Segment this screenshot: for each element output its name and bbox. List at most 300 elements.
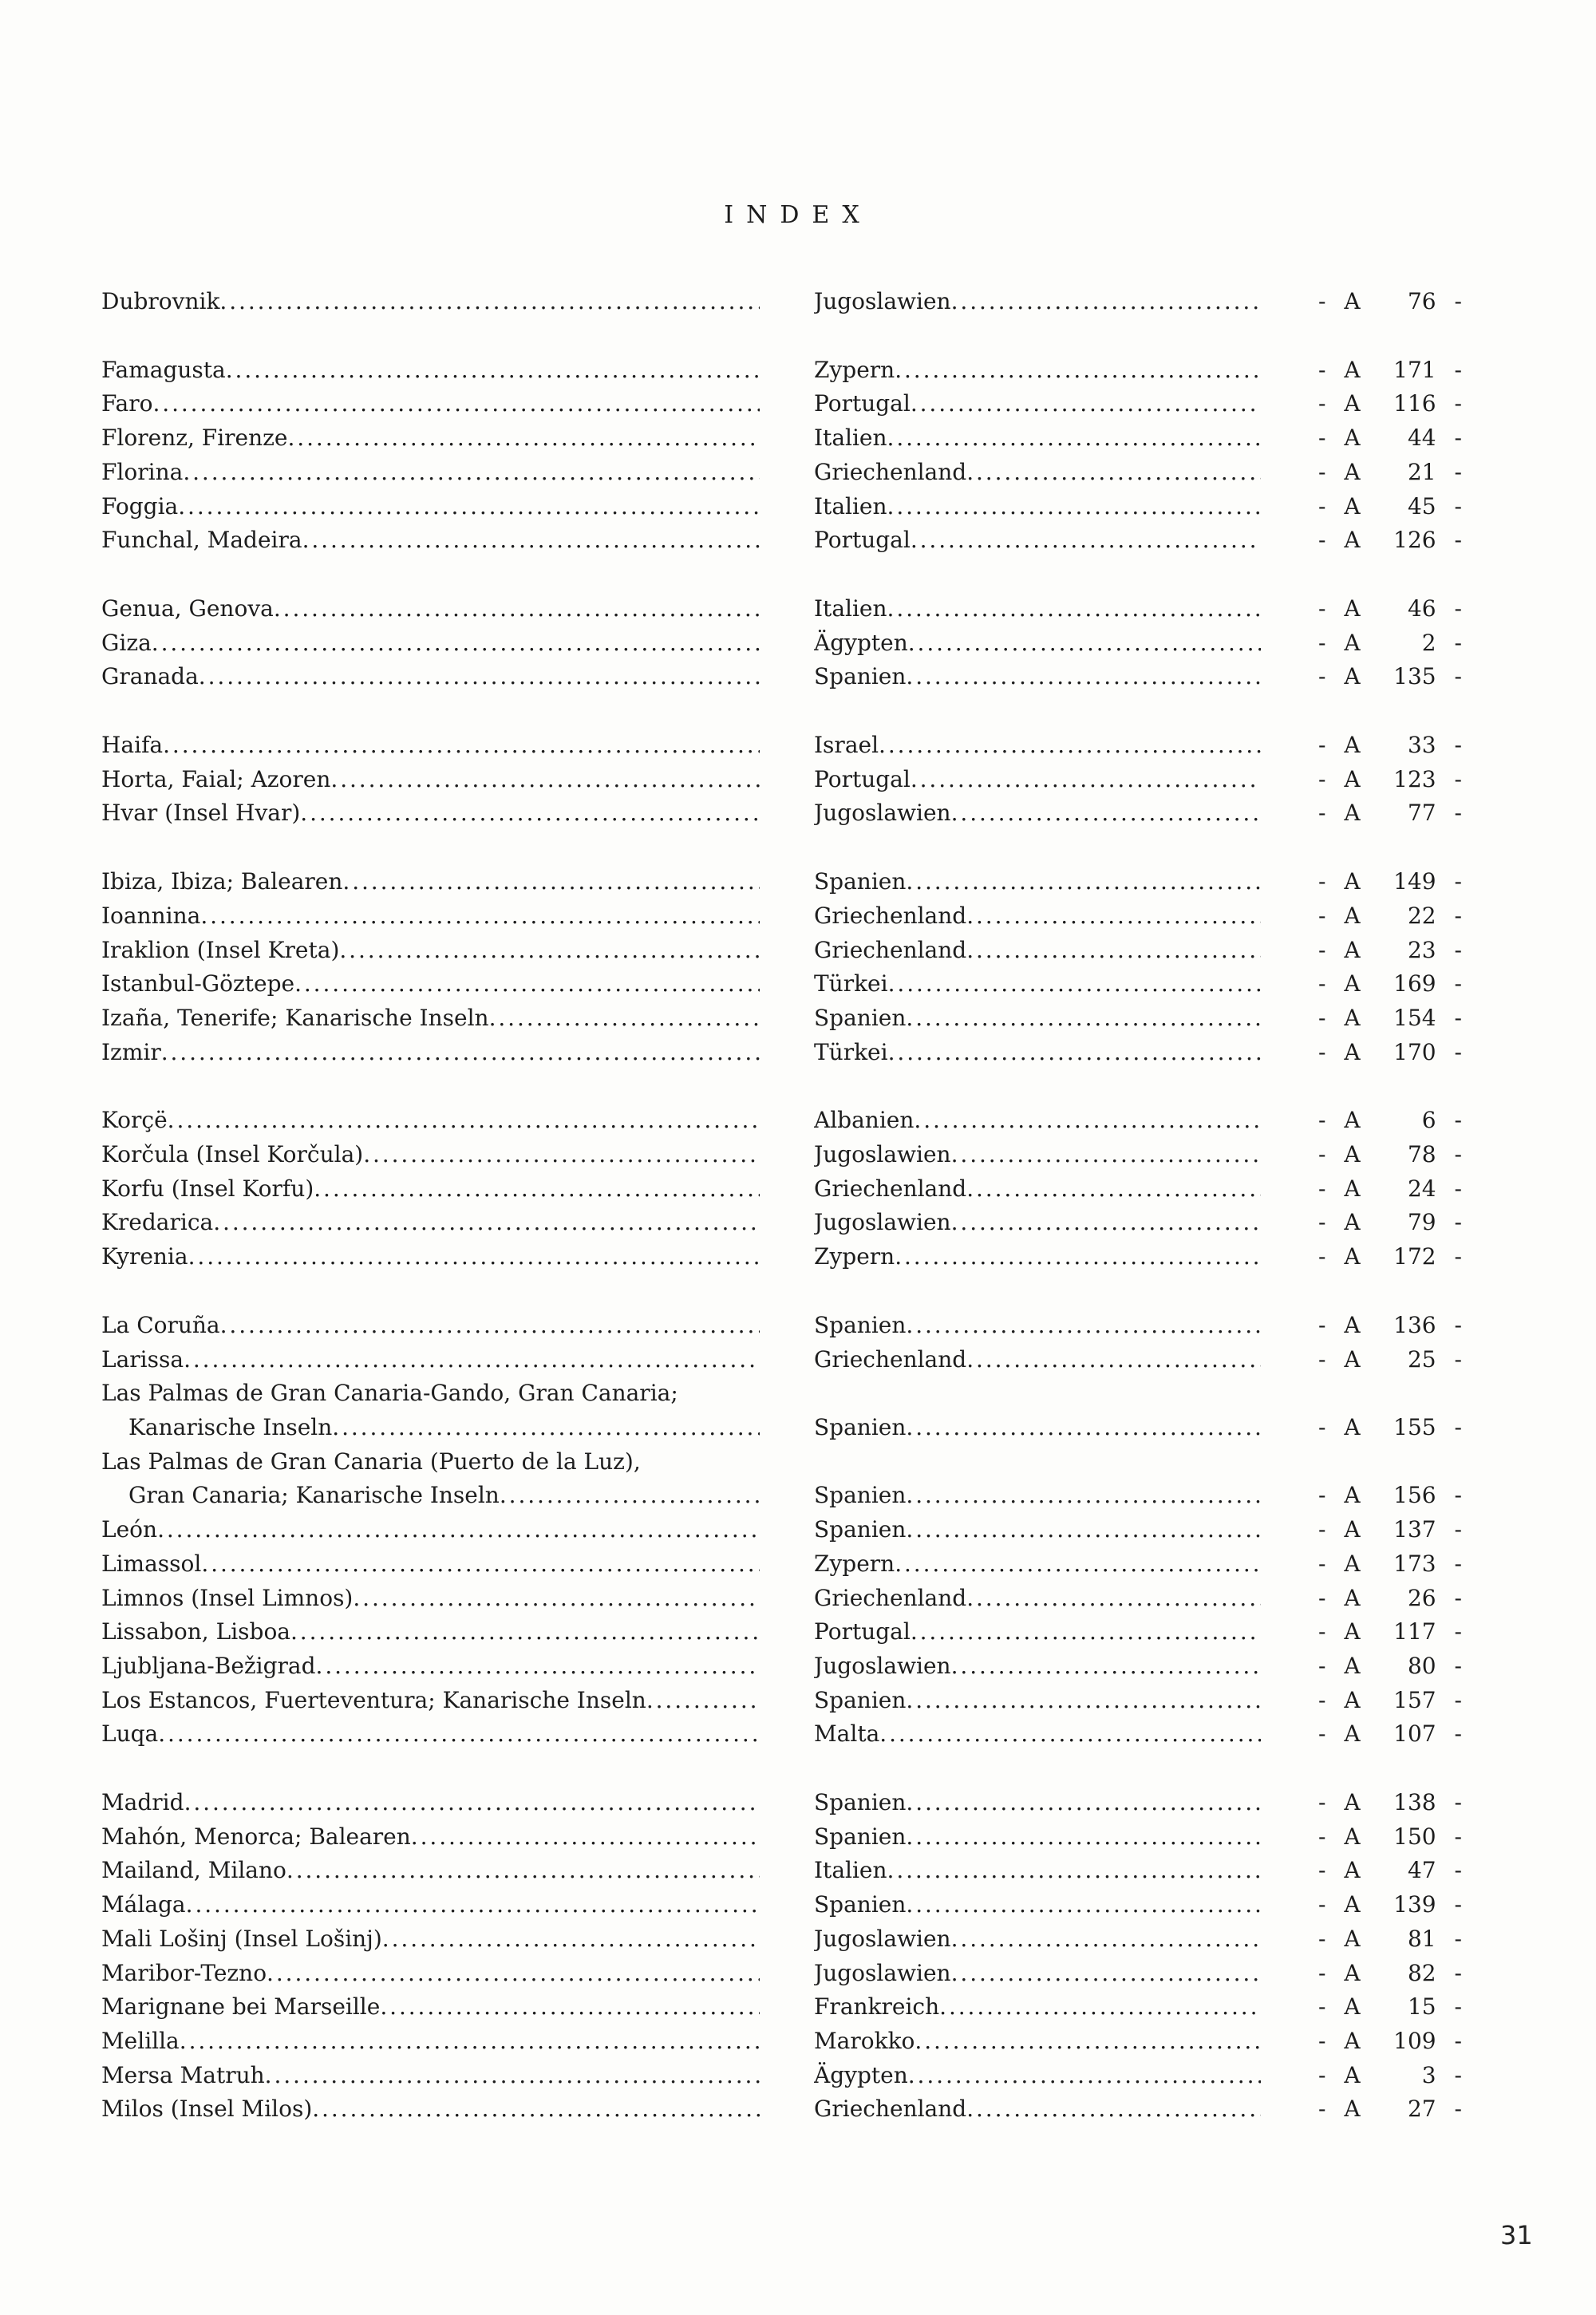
leader-dots: [183, 456, 760, 490]
place-lines: [101, 1104, 760, 1138]
dash: -: [1454, 629, 1462, 656]
dash: -: [1454, 902, 1462, 929]
ref-code: A: [1344, 2061, 1361, 2088]
country-name: Griechenland: [814, 1345, 967, 1373]
ref-number: 170: [1393, 1038, 1436, 1065]
dash: -: [1454, 1175, 1462, 1202]
place-line: [101, 967, 760, 1001]
place-name: Larissa: [101, 1345, 184, 1373]
dash: -: [1318, 390, 1326, 417]
leader-dots: [888, 1036, 1261, 1070]
entry-place: [101, 2059, 760, 2093]
entry-place: [101, 1104, 760, 1138]
country-name: Marokko: [814, 2027, 915, 2054]
ref-code: A: [1344, 1311, 1361, 1338]
leader-dots: [906, 1820, 1261, 1855]
entry-reference: [1318, 1138, 1462, 1172]
place-name: Izmir: [101, 1038, 161, 1065]
leader-dots: [267, 1957, 760, 1991]
place-line: [101, 796, 760, 831]
place-line: [101, 1684, 760, 1718]
entry-country: [814, 1854, 1261, 1888]
index-entry: [0, 1990, 1596, 2025]
country-name: Jugoslawien: [814, 1652, 951, 1679]
place-line: [101, 660, 760, 694]
dash: -: [1318, 732, 1326, 759]
ref-code: A: [1344, 1584, 1361, 1611]
place-line: [101, 1104, 760, 1138]
ref-number: 156: [1393, 1482, 1436, 1509]
dash: -: [1318, 1925, 1326, 1952]
ref-code: A: [1344, 595, 1361, 622]
entry-place: [101, 729, 760, 763]
place-line: [101, 2092, 760, 2127]
dash: -: [1318, 595, 1326, 622]
dash: -: [1318, 2061, 1326, 2088]
dash: -: [1318, 1789, 1326, 1816]
leader-dots: [906, 1786, 1261, 1820]
place-name: Hvar (Insel Hvar): [101, 800, 301, 827]
ref-number: 82: [1407, 1959, 1436, 1986]
dash: -: [1318, 1584, 1326, 1611]
place-name: Florenz, Firenze: [101, 425, 288, 452]
index-entry: [0, 523, 1596, 558]
ref-number: 22: [1407, 902, 1436, 929]
entry-reference: [1318, 456, 1462, 490]
ref-code: A: [1344, 1175, 1361, 1202]
place-lines: [101, 1854, 760, 1888]
place-name: Ibiza, Ibiza; Balearen: [101, 868, 343, 895]
entry-reference: [1318, 1582, 1462, 1616]
index-group: [0, 865, 1596, 1069]
place-lines: [101, 865, 760, 899]
place-name: Giza: [101, 629, 152, 656]
ref-number: 107: [1393, 1720, 1436, 1748]
entry-place: [101, 1582, 760, 1616]
entry-place: [101, 421, 760, 456]
leader-dots: [951, 285, 1261, 319]
entry-place: [101, 934, 760, 968]
leader-dots: [895, 1240, 1261, 1274]
ref-number: 155: [1393, 1413, 1436, 1440]
dash: -: [1454, 356, 1462, 383]
place-line: [101, 1990, 760, 2025]
place-line: [101, 1309, 760, 1343]
entry-country: [814, 2025, 1261, 2059]
country-name: Italien: [814, 1857, 887, 1884]
leader-dots: [906, 1479, 1261, 1513]
entry-reference: [1318, 1172, 1462, 1207]
ref-number: 21: [1407, 458, 1436, 485]
dash: -: [1454, 1141, 1462, 1168]
country-name: Spanien: [814, 1823, 907, 1850]
entry-country: [814, 523, 1261, 558]
place-lines: [101, 1172, 760, 1207]
country-name: Zypern: [814, 356, 895, 383]
leader-dots: [951, 1206, 1261, 1240]
place-lines: [101, 763, 760, 797]
leader-dots: [951, 1922, 1261, 1957]
leader-dots: [158, 1717, 760, 1752]
entry-country: [814, 1104, 1261, 1138]
entry-place: [101, 1786, 760, 1820]
place-lines: [101, 1309, 760, 1343]
ref-number: 76: [1407, 288, 1436, 314]
index-entry: [0, 1138, 1596, 1172]
ref-number: 2: [1421, 629, 1436, 656]
entry-reference: [1318, 934, 1462, 968]
ref-code: A: [1344, 1891, 1361, 1918]
entry-country: [814, 456, 1261, 490]
entry-reference: [1318, 1615, 1462, 1649]
dash: -: [1454, 1959, 1462, 1986]
ref-code: A: [1344, 458, 1361, 485]
country-name: Portugal: [814, 527, 911, 554]
place-lines: [101, 967, 760, 1001]
index-entry: [0, 1309, 1596, 1343]
dash: -: [1318, 1550, 1326, 1577]
ref-code: A: [1344, 1993, 1361, 2021]
ref-number: 172: [1393, 1243, 1436, 1270]
place-name: Los Estancos, Fuerteventura; Kanarische Inseln: [101, 1686, 646, 1713]
dash: -: [1318, 1823, 1326, 1850]
place-line: [101, 387, 760, 421]
entry-reference: [1318, 1957, 1462, 1991]
ref-number: 77: [1407, 800, 1436, 827]
dash: -: [1454, 1925, 1462, 1952]
place-lines: [101, 729, 760, 763]
ref-number: 139: [1393, 1891, 1436, 1918]
ref-number: 44: [1407, 425, 1436, 452]
dash: -: [1454, 425, 1462, 452]
country-name: Portugal: [814, 390, 911, 417]
index-group: [0, 285, 1596, 319]
index-entry: [0, 626, 1596, 661]
place-name: Izaña, Tenerife; Kanarische Inseln: [101, 1004, 489, 1031]
entry-place: [101, 2025, 760, 2059]
index-entry: [0, 1036, 1596, 1070]
entry-reference: [1318, 763, 1462, 797]
leader-dots: [274, 592, 760, 626]
place-line: [101, 285, 760, 319]
entry-reference: [1318, 1036, 1462, 1070]
leader-dots: [887, 421, 1261, 456]
leader-dots: [906, 1001, 1261, 1036]
place-lines: [101, 1513, 760, 1547]
entry-country: [814, 1513, 1261, 1547]
dash: -: [1454, 1345, 1462, 1373]
ref-code: A: [1344, 1004, 1361, 1031]
ref-code: A: [1344, 1482, 1361, 1509]
entry-place: [101, 387, 760, 421]
ref-code: A: [1344, 902, 1361, 929]
dash: -: [1454, 1891, 1462, 1918]
index-entry: [0, 1888, 1596, 1922]
leader-dots: [286, 1854, 760, 1888]
country-name: Italien: [814, 492, 887, 519]
index-entry: [0, 2059, 1596, 2093]
country-name: Portugal: [814, 765, 911, 792]
country-name: Jugoslawien: [814, 800, 951, 827]
leader-dots: [489, 1001, 760, 1036]
leader-dots: [951, 1138, 1261, 1172]
leader-dots: [908, 626, 1261, 661]
leader-dots: [911, 1615, 1261, 1649]
index-entry: [0, 1922, 1596, 1957]
dash: -: [1318, 663, 1326, 690]
place-lines: [101, 285, 760, 319]
place-name: Limnos (Insel Limnos): [101, 1584, 354, 1611]
entry-reference: [1318, 1547, 1462, 1582]
entry-reference: [1318, 1411, 1462, 1445]
leader-dots: [966, 899, 1261, 934]
leader-dots: [300, 796, 760, 831]
leader-dots: [966, 2092, 1261, 2127]
entry-country: [814, 1888, 1261, 1922]
entry-country: [814, 1990, 1261, 2025]
entry-place: [101, 1172, 760, 1207]
place-line: [101, 354, 760, 388]
place-lines: [101, 421, 760, 456]
entry-country: [814, 899, 1261, 934]
entry-reference: [1318, 1854, 1462, 1888]
country-name: Spanien: [814, 1686, 907, 1713]
entry-reference: [1318, 1309, 1462, 1343]
place-lines: [101, 2059, 760, 2093]
ref-code: A: [1344, 1789, 1361, 1816]
place-name: Mailand, Milano: [101, 1857, 286, 1884]
leader-dots: [646, 1684, 760, 1718]
dash: -: [1454, 1618, 1462, 1645]
place-name: Haifa: [101, 732, 164, 759]
place-name: La Coruña: [101, 1311, 220, 1338]
place-line: [101, 523, 760, 558]
dash: -: [1318, 2096, 1326, 2123]
leader-dots: [294, 967, 760, 1001]
leader-dots: [966, 1582, 1261, 1616]
leader-dots: [265, 2059, 760, 2093]
place-line: [101, 1138, 760, 1172]
entry-reference: [1318, 354, 1462, 388]
place-lines: [101, 1684, 760, 1718]
place-line: [101, 1343, 760, 1377]
index-group: [0, 729, 1596, 831]
ref-code: A: [1344, 288, 1361, 314]
entry-country: [814, 1922, 1261, 1957]
entry-place: [101, 1309, 760, 1343]
entry-reference: [1318, 1649, 1462, 1684]
place-name: Kredarica: [101, 1209, 214, 1236]
ref-code: A: [1344, 492, 1361, 519]
leader-dots: [226, 354, 760, 388]
index-entry: [0, 1820, 1596, 1855]
leader-dots: [312, 2092, 760, 2127]
entry-reference: [1318, 1343, 1462, 1377]
place-lines: [101, 1957, 760, 1991]
leader-dots: [330, 763, 760, 797]
leader-dots: [911, 523, 1261, 558]
entry-country: [814, 1649, 1261, 1684]
leader-dots: [915, 2025, 1261, 2059]
dash: -: [1318, 936, 1326, 963]
dash: -: [1454, 1823, 1462, 1850]
leader-dots: [966, 1343, 1261, 1377]
country-name: Spanien: [814, 1004, 907, 1031]
index-group: [0, 592, 1596, 694]
country-name: Frankreich: [814, 1993, 940, 2021]
leader-dots: [879, 729, 1261, 763]
place-line: [101, 2059, 760, 2093]
leader-dots: [888, 967, 1261, 1001]
entry-country: [814, 1138, 1261, 1172]
entry-country: [814, 1172, 1261, 1207]
entry-country: [814, 1582, 1261, 1616]
entry-reference: [1318, 899, 1462, 934]
country-name: Spanien: [814, 1891, 907, 1918]
ref-code: A: [1344, 1720, 1361, 1748]
place-name: Maribor-Tezno: [101, 1959, 267, 1986]
place-name: Funchal, Madeira: [101, 527, 302, 554]
index-entry: [0, 1206, 1596, 1240]
place-lines: [101, 490, 760, 524]
country-name: Spanien: [814, 663, 907, 690]
place-lines: [101, 1717, 760, 1752]
entry-country: [814, 387, 1261, 421]
country-name: Türkei: [814, 1038, 888, 1065]
index-entry: [0, 1957, 1596, 1991]
ref-number: 78: [1407, 1141, 1436, 1168]
place-lines: [101, 2025, 760, 2059]
dash: -: [1454, 732, 1462, 759]
entry-reference: [1318, 967, 1462, 1001]
ref-number: 135: [1393, 663, 1436, 690]
ref-code: A: [1344, 970, 1361, 998]
leader-dots: [951, 1649, 1261, 1684]
entry-place: [101, 899, 760, 934]
index-entry: [0, 1377, 1596, 1444]
place-lines: [101, 1343, 760, 1377]
ref-number: 46: [1407, 595, 1436, 622]
ref-code: A: [1344, 663, 1361, 690]
leader-dots: [201, 1547, 760, 1582]
place-line: [101, 1820, 760, 1855]
place-name: Gran Canaria; Kanarische Inseln: [128, 1482, 500, 1509]
dash: -: [1454, 800, 1462, 827]
place-lines: [101, 1240, 760, 1274]
dash: -: [1318, 1891, 1326, 1918]
ref-number: 109: [1393, 2027, 1436, 2054]
dash: -: [1454, 1686, 1462, 1713]
entry-reference: [1318, 1990, 1462, 2025]
leader-dots: [966, 456, 1261, 490]
ref-number: 81: [1407, 1925, 1436, 1952]
entry-reference: [1318, 660, 1462, 694]
place-name: Iraklion (Insel Kreta): [101, 936, 340, 963]
ref-code: A: [1344, 356, 1361, 383]
place-line: [101, 1240, 760, 1274]
place-line: [101, 1036, 760, 1070]
dash: -: [1454, 868, 1462, 895]
place-line: [101, 1786, 760, 1820]
ref-number: 123: [1393, 765, 1436, 792]
index-entry: [0, 899, 1596, 934]
place-line: [101, 1922, 760, 1957]
entry-place: [101, 1888, 760, 1922]
index-entry: [0, 1343, 1596, 1377]
dash: -: [1318, 1345, 1326, 1373]
leader-dots: [895, 1547, 1261, 1582]
entry-place: [101, 1717, 760, 1752]
country-name: Jugoslawien: [814, 1959, 951, 1986]
dash: -: [1318, 970, 1326, 998]
entry-place: [101, 1343, 760, 1377]
entry-country: [814, 796, 1261, 831]
index-entry: [0, 934, 1596, 968]
page-number: 31: [1500, 2220, 1533, 2250]
place-line: [101, 1172, 760, 1207]
index-entry: [0, 1240, 1596, 1274]
dash: -: [1318, 425, 1326, 452]
place-line: [101, 729, 760, 763]
page-title: INDEX: [724, 201, 872, 229]
place-name: Las Palmas de Gran Canaria (Puerto de la Luz),: [101, 1448, 641, 1475]
ref-code: A: [1344, 1857, 1361, 1884]
leader-dots: [314, 1172, 760, 1207]
leader-dots: [339, 934, 760, 968]
dash: -: [1454, 1311, 1462, 1338]
dash: -: [1454, 663, 1462, 690]
country-name: Spanien: [814, 1311, 907, 1338]
entry-country: [814, 285, 1261, 319]
leader-dots: [906, 1309, 1261, 1343]
entry-place: [101, 285, 760, 319]
entry-country: [814, 354, 1261, 388]
entry-reference: [1318, 1479, 1462, 1513]
index-entry: [0, 2092, 1596, 2127]
entry-place: [101, 660, 760, 694]
leader-dots: [382, 1922, 760, 1957]
ref-number: 171: [1393, 356, 1436, 383]
entry-place: [101, 796, 760, 831]
leader-dots: [180, 2025, 760, 2059]
dash: -: [1318, 1243, 1326, 1270]
ref-code: A: [1344, 1925, 1361, 1952]
dash: -: [1318, 1959, 1326, 1986]
dash: -: [1318, 1482, 1326, 1509]
place-line: [101, 1547, 760, 1582]
leader-dots: [951, 796, 1261, 831]
ref-code: A: [1344, 732, 1361, 759]
ref-number: 116: [1393, 390, 1436, 417]
entry-country: [814, 490, 1261, 524]
entry-country: [814, 1820, 1261, 1855]
place-line: [101, 1411, 760, 1445]
index-group: [0, 1309, 1596, 1752]
entry-place: [101, 865, 760, 899]
place-line: [101, 490, 760, 524]
leader-dots: [895, 354, 1261, 388]
dash: -: [1454, 1993, 1462, 2021]
entry-country: [814, 626, 1261, 661]
entry-reference: [1318, 626, 1462, 661]
dash: -: [1454, 1107, 1462, 1134]
place-name: Korfu (Insel Korfu): [101, 1175, 314, 1202]
entry-reference: [1318, 796, 1462, 831]
place-line: [101, 1479, 760, 1513]
ref-number: 26: [1407, 1584, 1436, 1611]
dash: -: [1318, 492, 1326, 519]
place-name: Melilla: [101, 2027, 180, 2054]
